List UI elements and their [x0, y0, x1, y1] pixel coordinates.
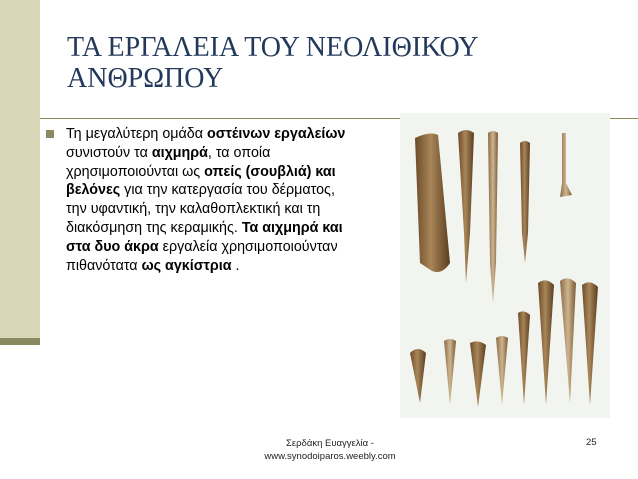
- bullet-text-part: εργαλεία χρησιμοποιούνταν πιθανότατα: [66, 238, 338, 274]
- slide-title-line2: ΑΝΘΡΩΠΟΥ: [67, 63, 224, 94]
- slide-title-line1: ΤΑ ΕΡΓΑΛΕΙΑ ΤΟΥ ΝΕΟΛΙΘΙΚΟΥ: [67, 32, 479, 63]
- bullet-bold-part: ως αγκίστρια: [141, 257, 232, 274]
- bullet-text-part: για την κατεργασία του δέρματος, την υφαντική, την καλαθοπλεκτική και τη διακόσμηση της κεραμικής.: [66, 182, 335, 236]
- left-accent-bar: [0, 0, 40, 345]
- bullet-text: [66, 125, 356, 275]
- bullet-text-part: Τη μεγαλύτερη ομάδα: [66, 126, 207, 142]
- bullet-bold-part: οπείς (σουβλιά) και βελόνες: [66, 163, 336, 199]
- footer-site: www.synodoiparos.weebly.com: [264, 451, 396, 462]
- slide-title: [67, 32, 587, 94]
- bone-tools-photo: [400, 113, 610, 418]
- bullet-bold-part: αιχμηρά: [151, 144, 208, 161]
- bullet-text-part: , τα οποία χρησιμοποιούνται ως: [66, 144, 271, 180]
- left-bar-bottom-strip: [0, 338, 40, 345]
- bullet-text-part: .: [231, 257, 240, 274]
- bullet-text-part: συνιστούν τα: [66, 144, 152, 161]
- page-number: 25: [586, 437, 597, 448]
- bullet-bold-part: οστέινων εργαλείων: [207, 126, 346, 142]
- square-bullet-icon: [46, 130, 54, 138]
- footer-credit: [248, 437, 412, 463]
- bullet-bold-part: Τα αιχμηρά και στα δυο άκρα: [66, 219, 343, 255]
- footer-author: Σερδάκη Ευαγγελία -: [286, 438, 374, 449]
